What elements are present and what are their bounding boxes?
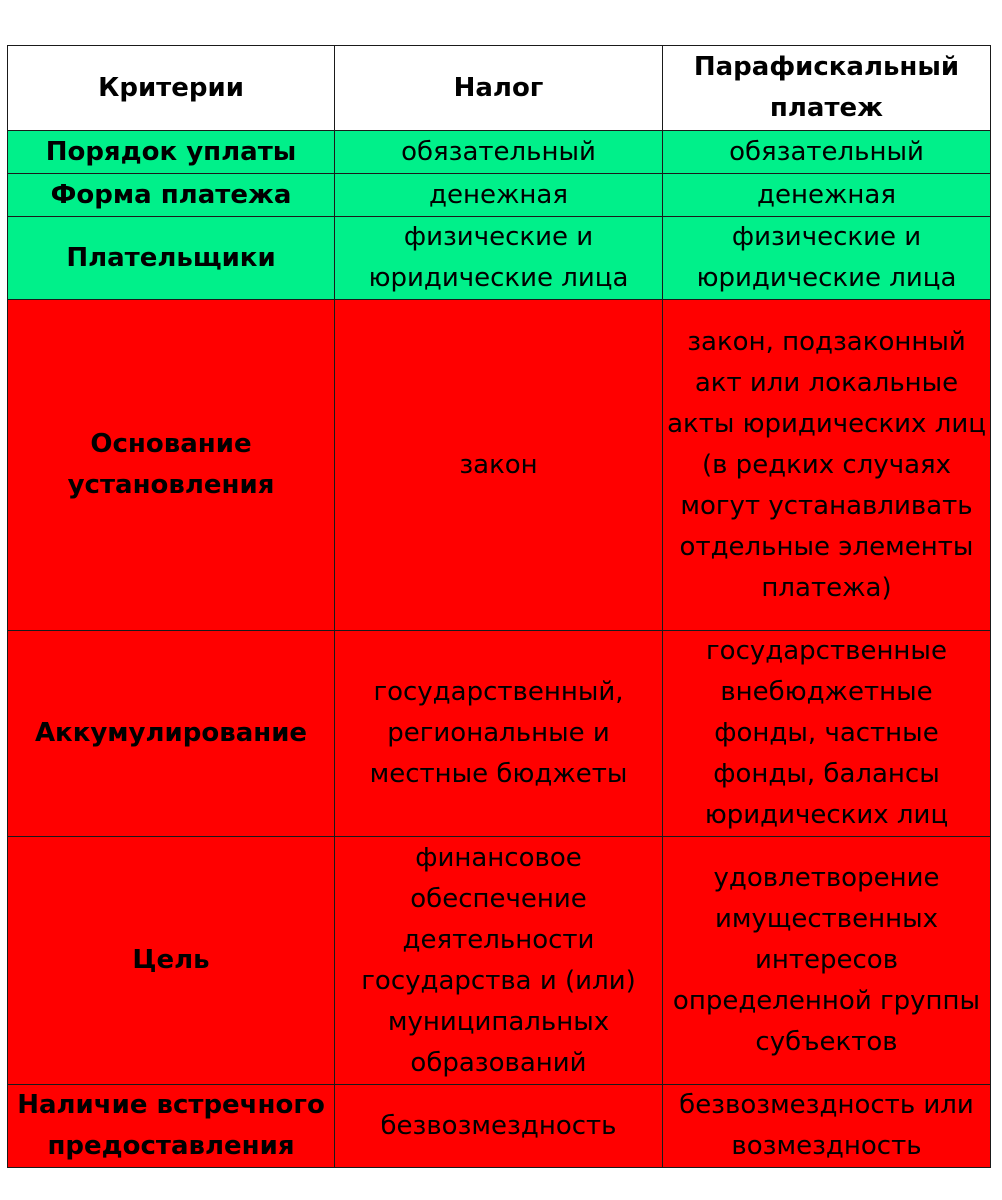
tax-cell: денежная bbox=[335, 174, 663, 217]
parafiscal-cell: безвозмездность или возмездность bbox=[663, 1085, 991, 1168]
table-row bbox=[8, 300, 991, 631]
header-tax: Налог bbox=[335, 46, 663, 131]
parafiscal-cell: удовлетворение имущественных интересов определенной группы субъектов bbox=[663, 837, 991, 1085]
tax-cell: обязательный bbox=[335, 131, 663, 174]
parafiscal-cell: денежная bbox=[663, 174, 991, 217]
table-row bbox=[8, 217, 991, 300]
table-row bbox=[8, 131, 991, 174]
comparison-table bbox=[7, 45, 991, 1168]
parafiscal-cell: обязательный bbox=[663, 131, 991, 174]
parafiscal-cell: закон, подзаконный акт или локальные акты юридических лиц (в редких случаях могут устанавливать отдельные элементы платежа) bbox=[663, 300, 991, 631]
table-row bbox=[8, 174, 991, 217]
header-criteria: Критерии bbox=[8, 46, 335, 131]
tax-cell: закон bbox=[335, 300, 663, 631]
tax-cell: финансовое обеспечение деятельности государства и (или) муниципальных образований bbox=[335, 837, 663, 1085]
table-row bbox=[8, 1085, 991, 1168]
parafiscal-cell: физические и юридические лица bbox=[663, 217, 991, 300]
tax-cell: физические и юридические лица bbox=[335, 217, 663, 300]
table-header-row bbox=[8, 46, 991, 131]
criterion-cell: Аккумулирование bbox=[8, 631, 335, 837]
criterion-cell: Порядок уплаты bbox=[8, 131, 335, 174]
table-row bbox=[8, 837, 991, 1085]
tax-cell: безвозмездность bbox=[335, 1085, 663, 1168]
criterion-cell: Цель bbox=[8, 837, 335, 1085]
header-parafiscal: Парафискальный платеж bbox=[663, 46, 991, 131]
parafiscal-cell: государственные внебюджетные фонды, частные фонды, балансы юридических лиц bbox=[663, 631, 991, 837]
tax-cell: государственный, региональные и местные бюджеты bbox=[335, 631, 663, 837]
criterion-cell: Плательщики bbox=[8, 217, 335, 300]
criterion-cell: Наличие встречного предоставления bbox=[8, 1085, 335, 1168]
criterion-cell: Основание установления bbox=[8, 300, 335, 631]
table-row bbox=[8, 631, 991, 837]
criterion-cell: Форма платежа bbox=[8, 174, 335, 217]
